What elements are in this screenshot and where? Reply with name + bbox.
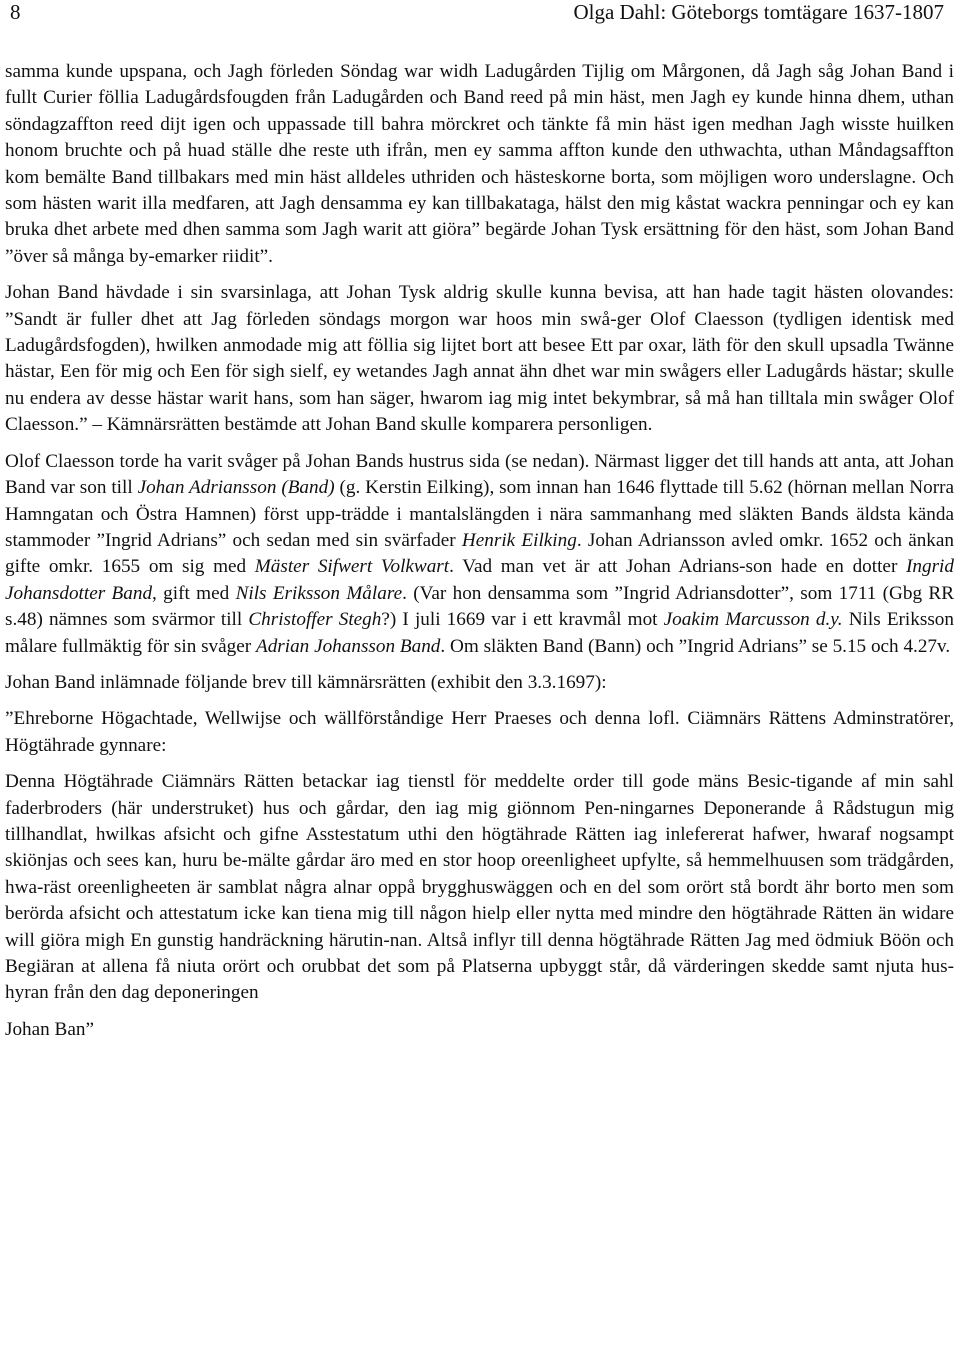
text-run: Johan Band hävdade i sin svarsinlaga, att Johan Tysk aldrig skulle kunna bevisa, att han hade tagit hästen olovandes: ”Sandt är fuller dhet att Jag förleden söndags morgon war hoos min swå-ger Olof Claesson (tydligen identisk med Ladugårdsfogden), hwilken anmodade mig att föllia sig lijtet bort att besee Ett par oxar, läth för den skull upsadla Twänne hästar, Een för mig och Een för sigh sielf, ey wetandes Jagh annat ähn dhet war min swågers eller Ladugårds hästar; skulle nu endera av desse hästar warit hans, som han säger, hwarom iag mig intet bekymbrar, så må han tilltala min swåger Olof Claesson.” – Kämnärsrätten bestämde att Johan Band skulle komparera personligen. (5, 282, 954, 436)
text-run: Johan Band inlämnade följande brev till kämnärsrätten (exhibit den 3.3.1697): (5, 671, 607, 693)
text-run: ”Ehreborne Högachtade, Wellwijse och wällförståndige Herr Praeses och denna lofl. Ciämnärs Rättens Adminstratörer, Högtährade gynnare: (5, 708, 954, 756)
italic-name: Adrian Johansson Band (255, 635, 441, 657)
italic-name: Nils Eriksson Målare (235, 582, 403, 604)
text-run: ?) I juli 1669 var i ett kravmål mot (381, 609, 664, 631)
paragraph (5, 769, 954, 1007)
text-run: . Vad man vet är att Johan Adrians-son hade en dotter (449, 556, 907, 578)
text-run: , gift med (152, 582, 236, 604)
italic-name: Ingrid Johansdotter Band (5, 556, 954, 604)
italic-name: Johan Adriansson (Band) (137, 477, 335, 499)
paragraph (5, 670, 954, 696)
italic-name: Joakim Marcusson d.y. (663, 609, 843, 631)
paragraph-list (5, 59, 954, 1007)
paragraph (5, 280, 954, 438)
paragraph (5, 706, 954, 759)
signature: Johan Ban” (5, 1018, 94, 1040)
text-run: Olof Claesson torde ha varit svåger på Johan Bands hustrus sida (se nedan). Närmast ligger det till hands att anta, att Johan Band var son till (5, 450, 954, 499)
text-run: Denna Högtährade Ciämnärs Rätten betackar iag tienstl för meddelte order till gode mäns Besic-tigande af min sahl faderbroders (här understruket) hus och gårdar, den iag mig giönnom Pen-ningarnes Deponerande å Rådstugun mig tillhandlat, hwilkas afsicht och gifne Asstestatum uthi den högtährade Rätten iag inlefererat hafwer, hwaraf nogsampt skiönjas och sees kan, huru be-mälte gårdar äro med en stor hoop oreenligheet upfylte, så hemmelhuusen som trädgården, hwa-räst oreenligheeten är samblat några alnar oppå brygghuswäggen och en del som orört stå bordt ähr borto men som berörda afsicht och attestatum icke kan tiena mig till någon hielp eller nytta med mindre den högtährade Rätten än widare will giöra migh En gunstig handräckning härutin-nan. Altså inflyr till denna högtährade Rätten Jag med ödmiuk Böön och Begiäran at allena få niuta orört och orubbat det som på Platserna upbyggt står, då värderingen skedde samt njuta hus-hyran från den dag deponeringen (5, 771, 954, 1004)
text-run: Och som hästen warit illa medfaren, att Jagh densamma ey kan tillbakataga, hälst den mig kåstat wackra penningar och ey kan bruka dhet arbete med dhen samma som Jagh warit att giöra” begärde Johan Tysk ersättning för den häst, som Johan Band ”över så många by-emarker riidit”. (5, 166, 954, 267)
text-run: . Om släkten Band (Bann) och ”Ingrid Adrians” se 5.15 och 4.27v. (440, 635, 951, 657)
italic-name: Christoffer Stegh (248, 609, 382, 631)
running-head: Olga Dahl: Göteborgs tomtägare 1637-1807 (573, 0, 944, 24)
italic-name: Mäster Sifwert Volkwart (254, 556, 450, 578)
paragraph (5, 449, 954, 660)
page-number: 8 (10, 0, 21, 24)
body-text (5, 59, 954, 1043)
text-run: (g. Kerstin Eilking), som innan han 1646 flyttade till 5.62 (hörnan mellan Norra Hamngatan och Östra Hamnen) först upp-trädde i mantalslängden i nära sammanhang med släkten Bands äldsta kända stammoder ”Ingrid Adrians” och sedan med sin svärfader (5, 477, 955, 551)
text-run: . Johan Adriansson avled omkr. 1652 och änkan gifte omkr. 1655 om sig med (5, 529, 955, 578)
text-run: . (Var hon densamma som ”Ingrid Adriansdotter”, som 1711 (Gbg RR s.48) nämnes som svärmor till (5, 582, 955, 631)
page-header (5, 0, 954, 30)
paragraph (5, 59, 954, 270)
text-run: samma kunde upspana, och Jagh förleden Söndag war widh Ladugården Tijlig om Mårgonen, då Jagh såg Johan Band i fullt Curier föllia Ladugårdsfougden från Ladugården och Band reed på min häst, men Jagh ey kunde hinna dhem, uthan söndagzaffton reed dijt igen och uppassade till bahra mörckret och tänkte få min häst igen medhan Jagh wisste huilken honom bruchte och på huad ställe dhe reste uth ifrån, men ey samma affton kunde den uthwachta, uthan Måndagsaffton kom bemälte Band tillbakars med min häst alldeles uthriden och hästeskorne borta, som möjligen woro underslagne. (5, 61, 954, 188)
text-run: Nils Eriksson målare fullmäktig för sin svåger (5, 609, 954, 657)
italic-name: Henrik Eilking (461, 529, 577, 551)
